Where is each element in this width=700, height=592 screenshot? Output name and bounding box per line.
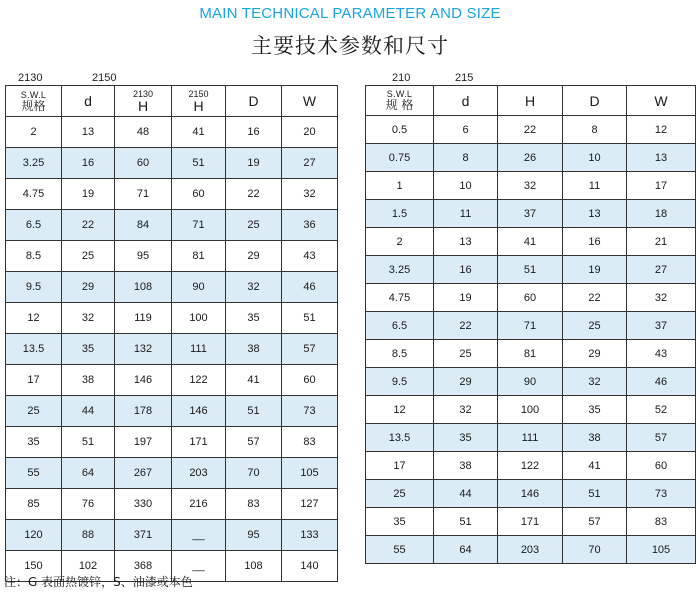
left-header-W — [282, 86, 338, 117]
table-row — [6, 179, 338, 210]
swl-label: S.W.L — [20, 89, 47, 100]
left-model-code-a: 2130 — [18, 72, 43, 84]
table-cell: 100 — [498, 396, 563, 424]
table-cell: 22 — [434, 312, 498, 340]
table-cell: 13 — [627, 144, 696, 172]
table-cell: 11 — [563, 172, 627, 200]
table-row — [6, 427, 338, 458]
table-cell: 88 — [62, 520, 115, 551]
table-row — [6, 365, 338, 396]
table-row — [366, 312, 696, 340]
d-label: d — [84, 93, 92, 109]
table-cell: 57 — [226, 427, 282, 458]
table-cell: 43 — [627, 340, 696, 368]
table-cell: 38 — [226, 334, 282, 365]
table-row — [366, 536, 696, 564]
table-cell: 22 — [563, 284, 627, 312]
table-cell: 0.5 — [366, 116, 434, 144]
table-cell: 8 — [563, 116, 627, 144]
right-header-d — [434, 86, 498, 116]
table-cell: 26 — [498, 144, 563, 172]
table-cell: 27 — [282, 148, 338, 179]
table-row — [366, 200, 696, 228]
table-cell: 267 — [115, 458, 172, 489]
table-cell: 203 — [172, 458, 226, 489]
table-cell: 29 — [226, 241, 282, 272]
table-row — [366, 228, 696, 256]
table-row — [366, 256, 696, 284]
table-cell: 1 — [366, 172, 434, 200]
table-cell: 60 — [282, 365, 338, 396]
table-cell: 81 — [172, 241, 226, 272]
table-cell: 32 — [226, 272, 282, 303]
table-cell: 73 — [627, 480, 696, 508]
table-cell: 178 — [115, 396, 172, 427]
table-cell: 120 — [6, 520, 62, 551]
table-cell: 76 — [62, 489, 115, 520]
table-cell: 44 — [62, 396, 115, 427]
table-cell: 22 — [62, 210, 115, 241]
table-cell: 55 — [6, 458, 62, 489]
right-spec-table — [365, 85, 696, 564]
table-cell: 25 — [6, 396, 62, 427]
table-cell: 60 — [627, 452, 696, 480]
table-cell: __ — [172, 520, 226, 551]
table-cell: 16 — [563, 228, 627, 256]
table-cell: 10 — [434, 172, 498, 200]
table-row — [6, 334, 338, 365]
table-cell: 111 — [498, 424, 563, 452]
table-cell: 25 — [366, 480, 434, 508]
W-label: W — [302, 93, 317, 109]
table-cell: 368 — [115, 551, 172, 582]
swl-label: S.W.L — [386, 89, 413, 99]
table-row — [366, 508, 696, 536]
table-cell: 13 — [563, 200, 627, 228]
left-header-D — [226, 86, 282, 117]
table-cell: 8.5 — [6, 241, 62, 272]
table-cell: 371 — [115, 520, 172, 551]
table-row — [366, 116, 696, 144]
table-cell: 57 — [563, 508, 627, 536]
table-cell: 19 — [434, 284, 498, 312]
table-cell: 22 — [226, 179, 282, 210]
h-model-2130: 2130 — [132, 89, 154, 99]
table-cell: 71 — [172, 210, 226, 241]
table-cell: 108 — [226, 551, 282, 582]
table-row — [6, 148, 338, 179]
table-cell: 36 — [282, 210, 338, 241]
title-chinese: 主要技术参数和尺寸 — [251, 34, 449, 58]
footnote: 注：G 表面热镀锌，S、油漆或本色 — [4, 575, 193, 589]
table-cell: 32 — [627, 284, 696, 312]
table-cell: 4.75 — [6, 179, 62, 210]
table-cell: 10 — [563, 144, 627, 172]
W-label: W — [654, 92, 668, 109]
table-cell: 13 — [62, 117, 115, 148]
table-cell: 37 — [627, 312, 696, 340]
table-cell: 8.5 — [366, 340, 434, 368]
left-header-row — [6, 86, 338, 117]
table-cell: 12 — [366, 396, 434, 424]
table-cell: 43 — [282, 241, 338, 272]
table-cell: 51 — [226, 396, 282, 427]
table-cell: 13.5 — [366, 424, 434, 452]
table-cell: 18 — [627, 200, 696, 228]
table-cell: 32 — [498, 172, 563, 200]
table-cell: 2 — [366, 228, 434, 256]
table-cell: 83 — [226, 489, 282, 520]
table-cell: 83 — [282, 427, 338, 458]
table-cell: 29 — [563, 340, 627, 368]
table-cell: 55 — [366, 536, 434, 564]
table-cell: 71 — [115, 179, 172, 210]
table-row — [6, 489, 338, 520]
table-cell: 203 — [498, 536, 563, 564]
table-cell: 11 — [434, 200, 498, 228]
table-cell: 9.5 — [6, 272, 62, 303]
table-cell: 3.25 — [366, 256, 434, 284]
table-row — [366, 396, 696, 424]
table-cell: 83 — [627, 508, 696, 536]
right-header-swl — [366, 86, 434, 116]
table-cell: 6.5 — [366, 312, 434, 340]
H-label: H — [524, 92, 536, 109]
table-row — [6, 210, 338, 241]
table-cell: 57 — [627, 424, 696, 452]
right-model-code-a: 210 — [392, 72, 411, 84]
table-cell: 44 — [434, 480, 498, 508]
right-model-code-b: 215 — [455, 72, 474, 84]
table-cell: 41 — [226, 365, 282, 396]
h-label: H — [137, 98, 149, 114]
table-cell: 95 — [226, 520, 282, 551]
h-label: H — [193, 98, 204, 114]
table-cell: 19 — [226, 148, 282, 179]
right-header-W — [627, 86, 696, 116]
right-header-H — [498, 86, 563, 116]
table-cell: 38 — [434, 452, 498, 480]
table-cell: 0.75 — [366, 144, 434, 172]
table-cell: 60 — [498, 284, 563, 312]
swl-chinese-label: 规格 — [21, 98, 46, 113]
table-cell: 41 — [172, 117, 226, 148]
swl-chinese-label: 规 格 — [385, 98, 414, 112]
table-cell: 25 — [434, 340, 498, 368]
table-cell: 32 — [563, 368, 627, 396]
table-cell: 20 — [282, 117, 338, 148]
table-cell: 16 — [62, 148, 115, 179]
table-cell: 12 — [627, 116, 696, 144]
table-cell: 35 — [434, 424, 498, 452]
table-cell: 100 — [172, 303, 226, 334]
table-row — [366, 368, 696, 396]
table-cell: 132 — [115, 334, 172, 365]
table-cell: 64 — [62, 458, 115, 489]
table-row — [6, 458, 338, 489]
table-cell: 51 — [498, 256, 563, 284]
table-cell: 41 — [563, 452, 627, 480]
D-label: D — [589, 92, 600, 109]
table-cell: 57 — [282, 334, 338, 365]
table-cell: 51 — [563, 480, 627, 508]
table-row — [6, 241, 338, 272]
table-cell: 48 — [115, 117, 172, 148]
table-cell: 71 — [498, 312, 563, 340]
table-cell: 35 — [6, 427, 62, 458]
table-cell: 38 — [563, 424, 627, 452]
table-cell: 37 — [498, 200, 563, 228]
table-cell: 84 — [115, 210, 172, 241]
table-cell: 90 — [498, 368, 563, 396]
table-cell: 64 — [434, 536, 498, 564]
table-cell: 19 — [62, 179, 115, 210]
table-cell: 19 — [563, 256, 627, 284]
right-header-D — [563, 86, 627, 116]
table-cell: 32 — [434, 396, 498, 424]
table-cell: 6 — [434, 116, 498, 144]
table-cell: 17 — [6, 365, 62, 396]
table-cell: 2 — [6, 117, 62, 148]
table-cell: 85 — [6, 489, 62, 520]
table-cell: 32 — [282, 179, 338, 210]
table-cell: 108 — [115, 272, 172, 303]
table-cell: 197 — [115, 427, 172, 458]
table-cell: 38 — [62, 365, 115, 396]
table-cell: 60 — [115, 148, 172, 179]
table-row — [6, 303, 338, 334]
table-cell: 119 — [115, 303, 172, 334]
table-cell: 95 — [115, 241, 172, 272]
table-cell: 35 — [226, 303, 282, 334]
table-cell: 29 — [434, 368, 498, 396]
table-cell: 25 — [563, 312, 627, 340]
table-cell: 32 — [62, 303, 115, 334]
table-cell: 90 — [172, 272, 226, 303]
table-cell: 216 — [172, 489, 226, 520]
table-row — [366, 424, 696, 452]
left-header-d — [62, 86, 115, 117]
table-row — [6, 520, 338, 551]
table-cell: 60 — [172, 179, 226, 210]
D-label: D — [248, 93, 259, 109]
table-cell: 51 — [62, 427, 115, 458]
table-cell: 27 — [627, 256, 696, 284]
table-cell: 70 — [563, 536, 627, 564]
table-cell: 122 — [498, 452, 563, 480]
table-cell: 6.5 — [6, 210, 62, 241]
table-cell: 51 — [282, 303, 338, 334]
table-cell: 25 — [62, 241, 115, 272]
table-cell: 16 — [434, 256, 498, 284]
left-spec-table — [5, 85, 338, 582]
table-cell: 171 — [498, 508, 563, 536]
table-row — [366, 172, 696, 200]
table-cell: 102 — [62, 551, 115, 582]
table-cell: 22 — [498, 116, 563, 144]
table-row — [6, 117, 338, 148]
left-model-code-b: 2150 — [92, 72, 117, 84]
table-cell: 17 — [366, 452, 434, 480]
table-cell: 1.5 — [366, 200, 434, 228]
table-cell: 330 — [115, 489, 172, 520]
table-cell: 8 — [434, 144, 498, 172]
table-cell: 146 — [115, 365, 172, 396]
left-header-swl — [6, 86, 62, 117]
d-label: d — [461, 92, 470, 109]
table-cell: 52 — [627, 396, 696, 424]
table-cell: 4.75 — [366, 284, 434, 312]
table-cell: 127 — [282, 489, 338, 520]
table-cell: 41 — [498, 228, 563, 256]
table-cell: 111 — [172, 334, 226, 365]
table-cell: 35 — [563, 396, 627, 424]
table-cell: 122 — [172, 365, 226, 396]
table-row — [366, 284, 696, 312]
right-header-row — [366, 86, 696, 116]
table-cell: 51 — [172, 148, 226, 179]
table-cell: 81 — [498, 340, 563, 368]
table-cell: 73 — [282, 396, 338, 427]
table-cell: 171 — [172, 427, 226, 458]
table-row — [366, 480, 696, 508]
table-cell: 140 — [282, 551, 338, 582]
table-cell: 70 — [226, 458, 282, 489]
table-cell: 146 — [498, 480, 563, 508]
table-cell: 35 — [62, 334, 115, 365]
table-cell: 3.25 — [6, 148, 62, 179]
table-cell: 16 — [226, 117, 282, 148]
table-cell: 35 — [366, 508, 434, 536]
table-cell: 105 — [282, 458, 338, 489]
table-row — [6, 396, 338, 427]
table-cell: 21 — [627, 228, 696, 256]
left-header-h2150 — [172, 86, 226, 117]
table-cell: 13.5 — [6, 334, 62, 365]
table-cell: 9.5 — [366, 368, 434, 396]
table-cell: 51 — [434, 508, 498, 536]
table-cell: 133 — [282, 520, 338, 551]
table-cell: 25 — [226, 210, 282, 241]
table-cell: 17 — [627, 172, 696, 200]
table-row — [366, 144, 696, 172]
h-model-2150: 2150 — [188, 89, 209, 99]
left-header-h2130 — [115, 86, 172, 117]
table-cell: 146 — [172, 396, 226, 427]
table-cell: 13 — [434, 228, 498, 256]
table-cell: 46 — [627, 368, 696, 396]
table-row — [366, 452, 696, 480]
title-english: MAIN TECHNICAL PARAMETER AND SIZE — [199, 5, 501, 22]
table-cell: 105 — [627, 536, 696, 564]
table-cell: 150 — [6, 551, 62, 582]
table-cell: 12 — [6, 303, 62, 334]
table-row — [6, 272, 338, 303]
table-cell: __ — [172, 551, 226, 582]
table-cell: 29 — [62, 272, 115, 303]
table-row — [366, 340, 696, 368]
table-cell: 46 — [282, 272, 338, 303]
